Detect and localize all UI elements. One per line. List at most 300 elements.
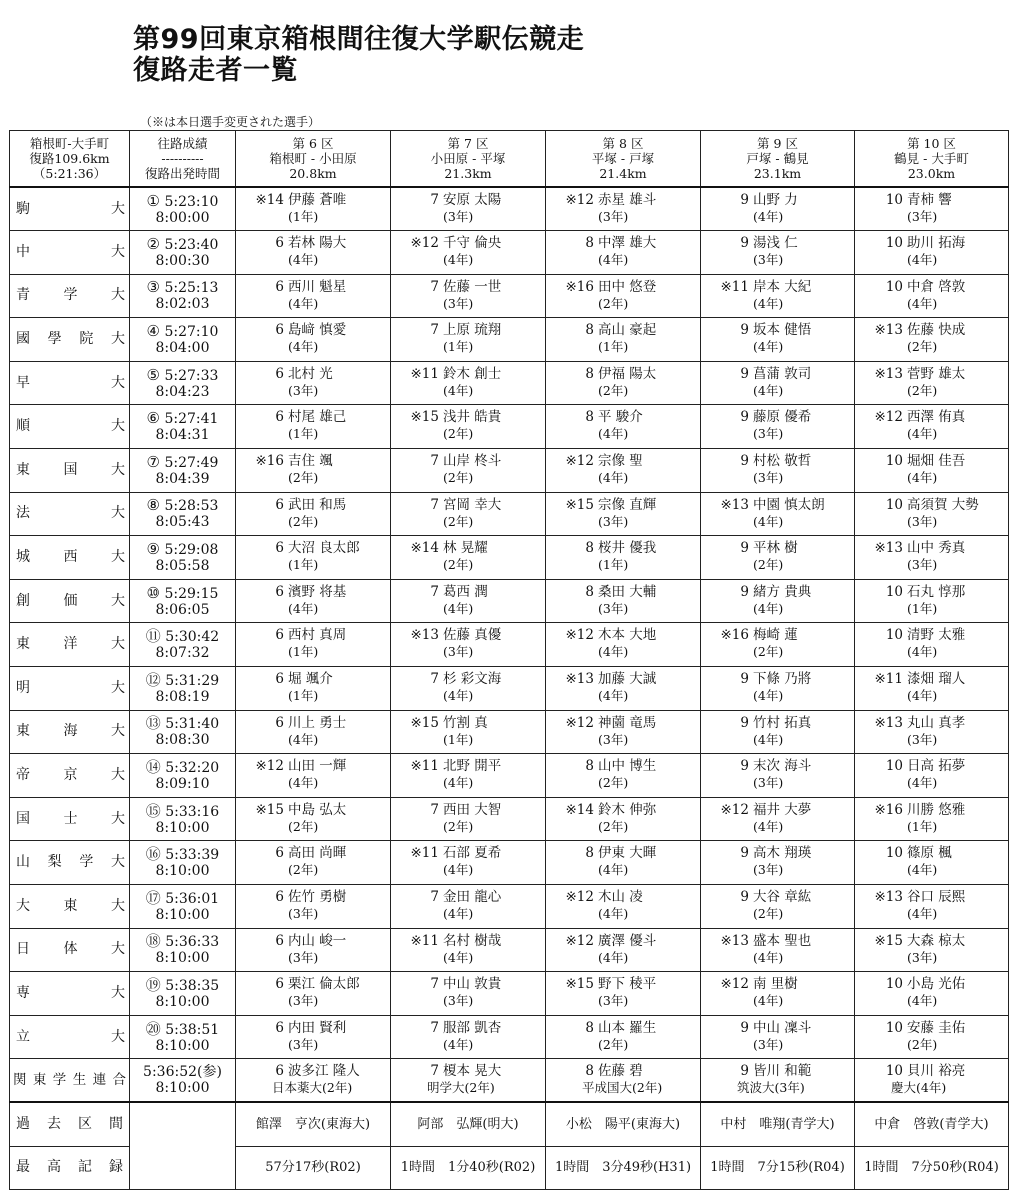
runner-name: 菖蒲 敦司 xyxy=(753,365,812,382)
runner-year: (2年) xyxy=(288,862,319,878)
runner-cell xyxy=(701,710,855,754)
runner-year: (3年) xyxy=(907,557,938,573)
runner-cell xyxy=(391,841,546,885)
header-row xyxy=(10,131,1009,188)
bib-number: 6 xyxy=(275,496,284,513)
runner-name: 加藤 大誠 xyxy=(598,671,657,688)
runner-cell xyxy=(855,579,1009,623)
start-time: 8:00:30 xyxy=(155,252,210,269)
runner-school-year: 筑波大(3年) xyxy=(737,1080,805,1096)
runner-cell xyxy=(391,579,546,623)
rank: ⑫ xyxy=(145,670,161,689)
runner-name: 石丸 惇那 xyxy=(907,583,966,600)
runner-cell xyxy=(236,797,391,841)
outbound-result xyxy=(130,274,236,318)
bib-number: ※15 xyxy=(255,801,284,818)
bib-number: 6 xyxy=(275,714,284,731)
runner-cell xyxy=(236,187,391,231)
outbound-time: 5:31:29 xyxy=(165,672,220,689)
rank: ⑥ xyxy=(146,409,160,428)
bib-number: ※16 xyxy=(874,801,903,818)
bib-number: 10 xyxy=(885,1063,903,1080)
runner-name: 伊東 大暉 xyxy=(598,845,657,862)
change-note: （※は本日選手変更された選手） xyxy=(140,115,321,129)
record-time: 1時間 7分50秒(R04) xyxy=(855,1146,1009,1190)
runner-cell xyxy=(546,536,701,580)
bib-number: 7 xyxy=(430,1063,439,1080)
runner-year: (2年) xyxy=(443,426,474,442)
runner-cell xyxy=(855,885,1009,929)
runner-name: 丸山 真孝 xyxy=(907,714,966,731)
runner-year: (3年) xyxy=(288,993,319,1009)
record-holder: 中村 唯翔(青学大) xyxy=(701,1102,855,1146)
outbound-result xyxy=(130,492,236,536)
bib-number: ※13 xyxy=(874,322,903,339)
runner-name: 武田 和馬 xyxy=(288,496,347,513)
bib-number: 6 xyxy=(275,322,284,339)
runner-name: 桜井 優我 xyxy=(598,540,657,557)
runner-name: 福井 大夢 xyxy=(753,801,812,818)
bib-number: 10 xyxy=(885,496,903,513)
runner-name: 佐藤 一世 xyxy=(443,278,502,295)
runner-year: (2年) xyxy=(443,513,474,529)
team-row xyxy=(10,841,1009,885)
runner-year: (2年) xyxy=(598,295,629,311)
runner-year: (2年) xyxy=(753,557,784,573)
runner-cell xyxy=(546,492,701,536)
runner-year: (4年) xyxy=(753,818,784,834)
team-name: 明 大 xyxy=(10,667,130,711)
runner-year: (3年) xyxy=(907,513,938,529)
runner-name: 大谷 章紘 xyxy=(753,889,812,905)
runner-name: 濱野 将基 xyxy=(288,583,347,600)
runner-year: (4年) xyxy=(288,775,319,791)
bib-number: 8 xyxy=(585,758,594,775)
runner-name: 平林 樹 xyxy=(753,540,798,557)
outbound-time: 5:30:42 xyxy=(165,629,220,646)
runner-year: (2年) xyxy=(288,818,319,834)
runner-year: (4年) xyxy=(598,688,629,704)
outbound-time: 5:25:13 xyxy=(164,280,219,297)
rank: ⑩ xyxy=(146,583,160,602)
bib-number: 7 xyxy=(430,1019,439,1036)
runner-name: 北村 光 xyxy=(288,365,333,382)
runner-year: (3年) xyxy=(598,209,629,224)
runner-year: (2年) xyxy=(598,775,629,791)
outbound-time: 5:33:16 xyxy=(165,803,220,820)
bib-number: ※14 xyxy=(255,192,284,208)
runner-school-year: 明学大(2年) xyxy=(427,1080,495,1096)
runner-cell xyxy=(701,274,855,318)
bib-number: ※13 xyxy=(874,365,903,382)
runner-name: 盛本 聖也 xyxy=(753,932,812,949)
runner-name: 高須賀 大勢 xyxy=(907,496,979,513)
runner-cell xyxy=(391,405,546,449)
team-name: 国士大 xyxy=(10,797,130,841)
outbound-result xyxy=(130,885,236,929)
outbound-result xyxy=(130,1015,236,1059)
bib-number: 6 xyxy=(275,889,284,905)
bib-number: 6 xyxy=(275,1063,284,1080)
runner-cell xyxy=(236,623,391,667)
runner-cell xyxy=(391,667,546,711)
record-time: 1時間 7分15秒(R04) xyxy=(701,1146,855,1190)
runner-name: 宮岡 幸大 xyxy=(443,496,502,513)
start-time: 8:10:00 xyxy=(155,1037,210,1054)
runner-year: (2年) xyxy=(907,382,938,398)
team-name: 関東学生連合 xyxy=(10,1059,130,1103)
runner-name: 篠原 楓 xyxy=(907,845,952,862)
bib-number: 9 xyxy=(740,1063,749,1080)
runner-cell xyxy=(236,536,391,580)
record-blank xyxy=(130,1102,236,1146)
runner-year: (4年) xyxy=(443,252,474,268)
runner-name: 伊藤 蒼唯 xyxy=(288,192,347,208)
runner-name: 貝川 裕亮 xyxy=(907,1063,966,1080)
outbound-result xyxy=(130,1059,236,1103)
team-row xyxy=(10,667,1009,711)
runner-year: (4年) xyxy=(907,252,938,268)
runner-name: 谷口 辰熙 xyxy=(907,889,966,905)
team-name: 専 大 xyxy=(10,972,130,1016)
runner-name: 桑田 大輔 xyxy=(598,583,657,600)
start-time: 8:04:31 xyxy=(155,427,210,444)
runner-name: 小島 光佑 xyxy=(907,976,966,993)
runner-year: (1年) xyxy=(907,818,938,834)
runner-cell xyxy=(855,231,1009,275)
team-name: 城西大 xyxy=(10,536,130,580)
runner-cell xyxy=(701,318,855,362)
runner-name: 鈴木 創士 xyxy=(443,365,502,382)
team-row xyxy=(10,318,1009,362)
start-time: 8:07:32 xyxy=(155,645,210,662)
runner-year: (3年) xyxy=(288,1036,319,1052)
outbound-result xyxy=(130,579,236,623)
bib-number: 8 xyxy=(585,322,594,339)
bib-number: 10 xyxy=(885,278,903,295)
runner-year: (4年) xyxy=(443,382,474,398)
runner-name: 漆畑 瑠人 xyxy=(907,671,966,688)
runner-year: (3年) xyxy=(753,1036,784,1052)
runner-cell xyxy=(391,231,546,275)
runner-cell xyxy=(855,667,1009,711)
record-holder: 中倉 啓敦(青学大) xyxy=(855,1102,1009,1146)
bib-number: 6 xyxy=(275,671,284,688)
runner-year: (2年) xyxy=(598,818,629,834)
bib-number: 10 xyxy=(885,1019,903,1036)
runner-name: 宗像 直輝 xyxy=(598,496,657,513)
runner-name: 山田 一輝 xyxy=(288,758,347,775)
runner-year: (4年) xyxy=(443,906,474,921)
runner-name: 日高 拓夢 xyxy=(907,758,966,775)
runner-cell xyxy=(391,928,546,972)
rank: ⑬ xyxy=(145,714,161,733)
runner-cell xyxy=(701,536,855,580)
runner-cell xyxy=(546,231,701,275)
record-holder: 小松 陽平(東海大) xyxy=(546,1102,701,1146)
runner-year: (3年) xyxy=(753,862,784,878)
runner-name: 南 里樹 xyxy=(753,976,798,993)
outbound-result xyxy=(130,318,236,362)
team-name: 創価大 xyxy=(10,579,130,623)
runner-name: 浅井 皓貴 xyxy=(443,409,502,426)
runner-year: (4年) xyxy=(907,295,938,311)
runner-year: (4年) xyxy=(443,775,474,791)
bib-number: 7 xyxy=(430,583,439,600)
team-name: 大東大 xyxy=(10,885,130,929)
team-row xyxy=(10,536,1009,580)
runner-cell xyxy=(236,667,391,711)
bib-number: ※11 xyxy=(874,671,903,688)
team-row xyxy=(10,187,1009,231)
runner-year: (4年) xyxy=(598,906,629,921)
bib-number: 10 xyxy=(885,845,903,862)
bib-number: ※11 xyxy=(720,278,749,295)
runner-cell xyxy=(236,405,391,449)
runner-year: (1年) xyxy=(288,426,319,442)
runner-year: (4年) xyxy=(907,906,938,921)
runner-name: 菅野 雄太 xyxy=(907,365,966,382)
runner-name: 北野 開平 xyxy=(443,758,502,775)
runner-year: (2年) xyxy=(907,1036,938,1052)
record-time-row xyxy=(10,1146,1009,1190)
team-name: 中 大 xyxy=(10,231,130,275)
outbound-time: 5:27:49 xyxy=(164,454,219,471)
rank: ④ xyxy=(146,322,160,341)
runner-year: (4年) xyxy=(288,339,319,355)
bib-number: ※12 xyxy=(720,976,749,993)
runner-year: (4年) xyxy=(753,688,784,704)
outbound-result xyxy=(130,405,236,449)
title-line-2: 復路走者一覧 xyxy=(133,55,298,86)
runner-year: (4年) xyxy=(598,426,629,442)
team-name: 駒 大 xyxy=(10,187,130,231)
document-title xyxy=(133,24,584,86)
runner-year: (4年) xyxy=(907,688,938,704)
runner-year: (2年) xyxy=(443,470,474,486)
runner-cell xyxy=(236,841,391,885)
rank: ⑦ xyxy=(146,452,160,471)
runner-year: (3年) xyxy=(443,209,474,224)
runner-cell xyxy=(855,710,1009,754)
bib-number: ※12 xyxy=(565,627,594,644)
runner-name: 佐竹 勇樹 xyxy=(288,889,347,905)
bib-number: 6 xyxy=(275,845,284,862)
team-row xyxy=(10,579,1009,623)
bib-number: ※12 xyxy=(565,453,594,470)
runner-cell xyxy=(546,1059,701,1103)
start-time: 8:10:00 xyxy=(155,993,210,1010)
runner-name: 島﨑 慎愛 xyxy=(288,322,347,339)
bib-number: ※11 xyxy=(410,365,439,382)
bib-number: 9 xyxy=(740,889,749,905)
runner-year: (3年) xyxy=(753,775,784,791)
bib-number: ※13 xyxy=(874,540,903,557)
team-name: 青学大 xyxy=(10,274,130,318)
bib-number: 9 xyxy=(740,714,749,731)
runner-year: (2年) xyxy=(598,1036,629,1052)
start-time: 8:09:10 xyxy=(155,776,210,793)
outbound-time: 5:38:51 xyxy=(165,1021,220,1038)
runner-name: 田中 悠登 xyxy=(598,278,657,295)
runner-year: (3年) xyxy=(288,949,319,965)
bib-number: 7 xyxy=(430,889,439,905)
start-time: 8:02:03 xyxy=(155,296,210,313)
section-10-header: 第 10 区 鶴見 - 大手町 23.0km xyxy=(855,131,1009,188)
bib-number: ※12 xyxy=(565,889,594,905)
runner-cell xyxy=(391,754,546,798)
runner-year: (4年) xyxy=(907,470,938,486)
runner-cell xyxy=(236,492,391,536)
runner-cell xyxy=(546,754,701,798)
runner-name: 中島 弘太 xyxy=(288,801,347,818)
bib-number: ※13 xyxy=(874,714,903,731)
runner-name: 内山 峻一 xyxy=(288,932,347,949)
runner-name: 川勝 悠雅 xyxy=(907,801,966,818)
runner-name: 高木 翔瑛 xyxy=(753,845,812,862)
runner-cell xyxy=(236,1015,391,1059)
runner-name: 緒方 貴典 xyxy=(753,583,812,600)
rank: ③ xyxy=(146,278,160,297)
outbound-time: 5:32:20 xyxy=(165,760,220,777)
outbound-time: 5:36:52(参) xyxy=(143,1064,222,1081)
runner-year: (4年) xyxy=(753,209,784,224)
runner-cell xyxy=(391,492,546,536)
bib-number: 10 xyxy=(885,583,903,600)
runner-name: 藤原 優希 xyxy=(753,409,812,426)
result-header: 往路成績 ---------- 復路出発時間 xyxy=(130,131,236,188)
runner-year: (4年) xyxy=(598,252,629,268)
bib-number: ※14 xyxy=(565,801,594,818)
bib-number: 9 xyxy=(740,671,749,688)
runner-year: (2年) xyxy=(288,513,319,529)
bib-number: 10 xyxy=(885,758,903,775)
runner-name: 助川 拓海 xyxy=(907,235,966,252)
runner-year: (4年) xyxy=(907,644,938,660)
start-time: 8:06:05 xyxy=(155,601,210,618)
runner-year: (4年) xyxy=(753,513,784,529)
runner-cell xyxy=(701,885,855,929)
runner-year: (3年) xyxy=(753,426,784,442)
bib-number: 6 xyxy=(275,627,284,644)
bib-number: 9 xyxy=(740,365,749,382)
runner-year: (4年) xyxy=(598,949,629,965)
runner-year: (4年) xyxy=(753,731,784,747)
runner-year: (3年) xyxy=(598,600,629,616)
bib-number: ※15 xyxy=(410,409,439,426)
runner-cell xyxy=(701,972,855,1016)
runner-name: 青柿 響 xyxy=(907,192,952,208)
runner-cell xyxy=(236,710,391,754)
runner-cell xyxy=(855,754,1009,798)
runner-cell xyxy=(855,449,1009,493)
runner-name: 神薗 竜馬 xyxy=(598,714,657,731)
runner-cell xyxy=(236,579,391,623)
bib-number: ※15 xyxy=(565,496,594,513)
outbound-result xyxy=(130,361,236,405)
runner-cell xyxy=(236,885,391,929)
runner-year: (2年) xyxy=(753,906,784,921)
runner-name: 坂本 健悟 xyxy=(753,322,812,339)
bib-number: ※15 xyxy=(874,932,903,949)
runner-name: 廣澤 優斗 xyxy=(598,932,657,949)
record-blank xyxy=(130,1146,236,1190)
runner-year: (2年) xyxy=(288,470,319,486)
runner-cell xyxy=(236,361,391,405)
outbound-result xyxy=(130,841,236,885)
bib-number: 9 xyxy=(740,540,749,557)
runner-year: (3年) xyxy=(288,382,319,398)
outbound-time: 5:23:10 xyxy=(164,193,219,210)
runner-year: (4年) xyxy=(443,600,474,616)
runner-name: 竹村 拓真 xyxy=(753,714,812,731)
bib-number: 6 xyxy=(275,1019,284,1036)
runner-year: (3年) xyxy=(907,209,938,224)
runner-year: (4年) xyxy=(443,1036,474,1052)
runner-name: 佐藤 碧 xyxy=(598,1063,643,1080)
runner-name: 村尾 雄己 xyxy=(288,409,347,426)
team-name: 東国大 xyxy=(10,449,130,493)
title-line-1: 第99回東京箱根間往復大学駅伝競走 xyxy=(133,24,585,55)
runner-name: 吉住 颯 xyxy=(288,453,333,470)
runner-cell xyxy=(391,1015,546,1059)
rank: ⑳ xyxy=(145,1019,161,1038)
runner-name: 末次 海斗 xyxy=(753,758,812,775)
bib-number: 9 xyxy=(740,845,749,862)
runner-name: 波多江 隆人 xyxy=(288,1063,360,1080)
runner-cell xyxy=(855,972,1009,1016)
runner-name: 平 駿介 xyxy=(598,409,643,426)
section-7-header: 第 7 区 小田原 - 平塚 21.3km xyxy=(391,131,546,188)
runner-year: (2年) xyxy=(443,818,474,834)
team-name: 法 大 xyxy=(10,492,130,536)
runner-name: 服部 凱杏 xyxy=(443,1019,502,1036)
bib-number: ※12 xyxy=(720,801,749,818)
runner-name: 大沼 良太郎 xyxy=(288,540,360,557)
bib-number: ※12 xyxy=(565,932,594,949)
outbound-time: 5:27:10 xyxy=(164,324,219,341)
runner-name: 清野 太雅 xyxy=(907,627,966,644)
runner-cell xyxy=(391,710,546,754)
runner-name: 中山 凜斗 xyxy=(753,1019,812,1036)
runner-name: 中山 敦貴 xyxy=(443,976,502,993)
team-row xyxy=(10,231,1009,275)
rank: ⑧ xyxy=(146,496,160,515)
runner-cell xyxy=(546,579,701,623)
start-time: 8:05:58 xyxy=(155,558,210,575)
runner-name: 安藤 圭佑 xyxy=(907,1019,966,1036)
runner-name: 上原 琉翔 xyxy=(443,322,502,339)
bib-number: 8 xyxy=(585,365,594,382)
runner-year: (3年) xyxy=(443,993,474,1009)
team-row xyxy=(10,1015,1009,1059)
rengo-row xyxy=(10,1059,1009,1103)
runner-cell xyxy=(701,797,855,841)
runner-name: 山中 博生 xyxy=(598,758,657,775)
runner-cell xyxy=(391,361,546,405)
runner-cell xyxy=(855,623,1009,667)
runner-year: (4年) xyxy=(443,949,474,965)
runner-cell xyxy=(236,318,391,362)
runner-year: (1年) xyxy=(443,339,474,355)
runner-cell xyxy=(236,231,391,275)
runner-cell xyxy=(546,274,701,318)
team-row xyxy=(10,623,1009,667)
runner-year: (4年) xyxy=(598,644,629,660)
runner-name: 梅崎 蓮 xyxy=(753,627,798,644)
runner-name: 堀 颯介 xyxy=(288,671,333,688)
bib-number: 10 xyxy=(885,976,903,993)
